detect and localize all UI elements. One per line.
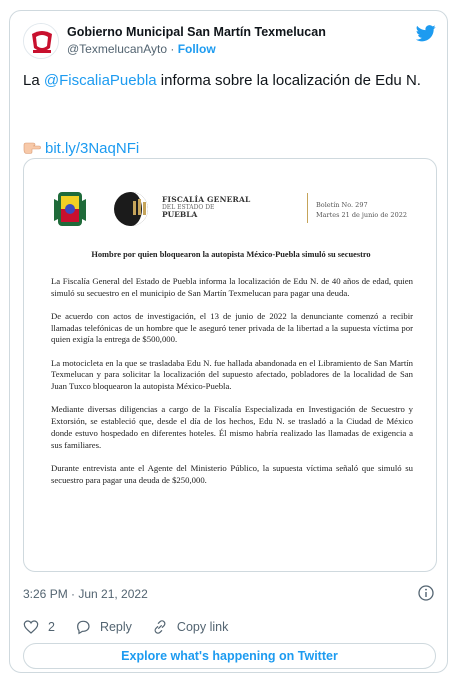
reply-button[interactable] [75, 619, 132, 635]
bulletin-info [316, 200, 407, 220]
mention-link[interactable]: @FiscaliaPuebla [43, 72, 157, 89]
fiscalia-name [162, 196, 250, 219]
handle-row [67, 42, 326, 56]
bulletin-date: Martes 21 de junio de 2022 [316, 211, 407, 219]
document-paragraph: La motocicleta en la que se trasladaba Edu N. fue hallada abandonada en el Libramiento de San Martín Texmelucan y para solicitar la localización del supuesto afectado, pobladores de la localidad de San Juan Tuxco bloquearon la autopista México-Puebla. [51, 357, 413, 392]
tweet-image[interactable] [23, 158, 437, 572]
fiscalia-line1: FISCALÍA GENERAL [162, 195, 251, 204]
pointing-hand-icon [23, 140, 41, 154]
info-icon[interactable] [418, 585, 434, 601]
header-divider [307, 193, 308, 223]
short-link[interactable]: bit.ly/3NaqNFi [45, 140, 140, 157]
document-paragraph: Durante entrevista ante el Agente del Ministerio Público, la supuesta víctima señaló que simuló su secuestro para pagar una deuda de $250,000. [51, 462, 413, 485]
link-icon [152, 619, 168, 635]
like-count: 2 [48, 620, 55, 634]
tweet-text [23, 71, 433, 91]
copy-link-button[interactable] [152, 619, 228, 635]
separator: · [167, 42, 178, 56]
reply-icon [75, 619, 91, 635]
document-body [51, 276, 413, 498]
explore-button[interactable]: Explore what's happening on Twitter [23, 643, 436, 669]
bulletin-number: Boletín No. 297 [316, 201, 368, 209]
follow-link[interactable]: Follow [177, 42, 216, 56]
reply-label: Reply [99, 620, 132, 634]
author-names [67, 25, 326, 56]
heart-icon [23, 619, 39, 635]
avatar[interactable] [23, 23, 59, 59]
fiscalia-line2: DEL ESTADO DE [162, 204, 215, 211]
fiscalia-logo-icon [109, 189, 159, 229]
document-title: Hombre por quien bloquearon la autopista México-Puebla simuló su secuestro [91, 250, 371, 259]
link-row [23, 139, 139, 159]
tweet-actions [23, 617, 248, 637]
document-paragraph: Mediante diversas diligencias a cargo de la Fiscalía Especializada en Investigación de Secuestro y Extorsión, se estableció que, desde el día de los hechos, Edu N. se trasladó a la Ciudad de México donde estuvo hospedado en diferentes hoteles. Él mismo habría realizado las llamadas de exigencia a sus familiares. [51, 404, 413, 450]
copy-link-label: Copy link [176, 620, 229, 634]
like-button[interactable] [23, 619, 55, 635]
document-paragraph: La Fiscalía General del Estado de Puebla informa la localización de Edu N. de 40 años de edad, quien simuló su secuestro en el municipio de San Martín Texmelucan para pagar una deuda. [51, 276, 413, 298]
tweet-text-suffix: informa sobre la localización de Edu N. [156, 72, 421, 89]
state-seal-icon [50, 189, 90, 229]
tweet-text-prefix: La [23, 72, 44, 89]
municipal-logo-icon [24, 24, 59, 59]
tweet-header [23, 23, 436, 67]
fiscalia-line3: PUEBLA [162, 210, 198, 219]
tweet-timestamp[interactable]: 3:26 PM · Jun 21, 2022 [23, 587, 148, 601]
twitter-bird-icon[interactable] [416, 23, 436, 43]
document-paragraph: De acuerdo con actos de investigación, el 13 de junio de 2022 la denunciante comenzó a recibir llamadas telefónicas de un hombre que le aseguró tener privada de la libertad a la supuesta víctima por quien exigía la entrega de $500,000. [51, 310, 413, 345]
tweet-card [9, 10, 448, 673]
display-name[interactable]: Gobierno Municipal San Martín Texmelucan [67, 25, 326, 39]
handle[interactable]: @TexmelucanAyto [67, 42, 168, 56]
